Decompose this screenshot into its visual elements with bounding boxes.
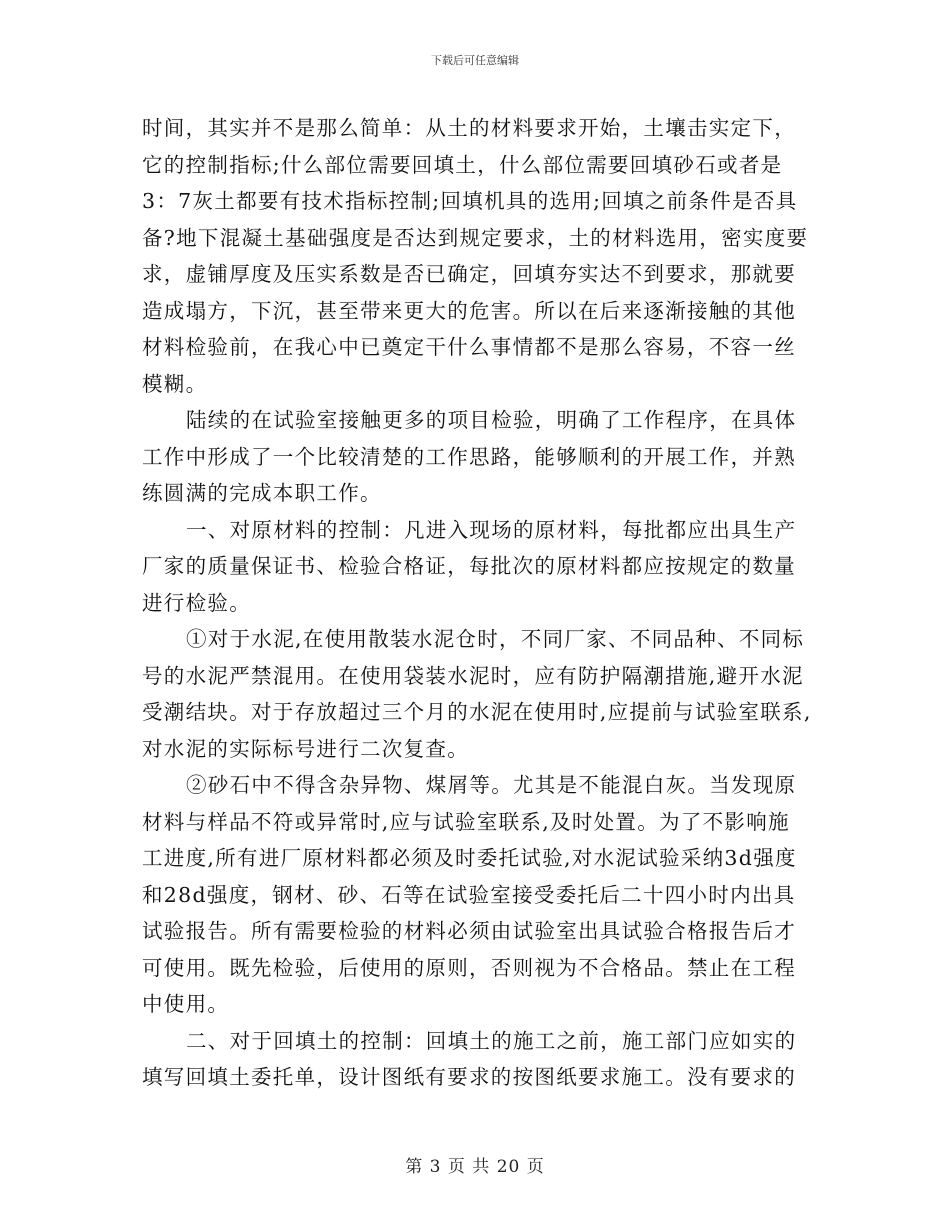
paragraph-line: 二、对于回填土的控制：回填土的施工之前，施工部门应如实的 xyxy=(186,1028,797,1053)
paragraph-line: 一、对原材料的控制：凡进入现场的原材料，每批都应出具生产 xyxy=(186,517,797,542)
paragraph-line: 时间，其实并不是那么简单：从土的材料要求开始，土壤击实定下， xyxy=(142,116,796,140)
paragraph-line: 它的控制指标;什么部位需要回填土，什么部位需要回填砂石或者是 xyxy=(142,152,783,177)
paragraph xyxy=(142,512,810,622)
paragraph xyxy=(142,1023,810,1096)
paragraph-line: ②砂石中不得含杂异物、煤屑等。尤其是不能混白灰。当发现原 xyxy=(186,773,797,797)
paragraph-line: 材料检验前，在我心中已奠定干什么事情都不是那么容易，不容一丝 xyxy=(142,335,796,359)
page-number: 第 3 页 共 20 页 xyxy=(405,1157,545,1177)
paragraph-line: 可使用。既先检验，后使用的原则，否则视为不合格品。禁止在工程 xyxy=(142,955,796,980)
paragraph-line: 工进度,所有进厂原材料都必须及时委托试验,对水泥试验采纳3d强度 xyxy=(142,846,797,870)
paragraph-line: 3：7灰土都要有技术指标控制;回填机具的选用;回填之前条件是否具 xyxy=(142,189,798,213)
paragraph xyxy=(142,402,810,512)
paragraph-line: 受潮结块。对于存放超过三个月的水泥在使用时,应提前与试验室联系, xyxy=(142,700,812,724)
paragraph-line: ①对于水泥,在使用散装水泥仓时，不同厂家、不同品种、不同标 xyxy=(186,627,805,651)
paragraph-line: 厂家的质量保证书、检验合格证，每批次的原材料都应按规定的数量 xyxy=(142,554,796,578)
document-body xyxy=(142,110,810,1096)
paragraph-line: 填写回填土委托单，设计图纸有要求的按图纸要求施工。没有要求的 xyxy=(142,1065,796,1089)
page-header-note: 下载后可任意编辑 xyxy=(431,54,519,67)
paragraph-line: 陆续的在试验室接触更多的项目检验，明确了工作程序，在具体 xyxy=(186,408,797,432)
paragraph-line: 材料与样品不符或异常时,应与试验室联系,及时处置。为了不影响施 xyxy=(142,809,790,834)
paragraph-line: 工作中形成了一个比较清楚的工作思路，能够顺利的开展工作，并熟 xyxy=(142,444,796,469)
paragraph-line: 求，虚铺厚度及压实系数是否已确定，回填夯实达不到要求，那就要 xyxy=(142,262,796,286)
paragraph-line: 造成塌方，下沉，甚至带来更大的危害。所以在后来逐渐接触的其他 xyxy=(142,298,796,323)
paragraph xyxy=(142,621,810,767)
paragraph-line: 模糊。 xyxy=(142,371,208,396)
paragraph-line: 中使用。 xyxy=(142,992,230,1016)
paragraph-line: 备?地下混凝土基础强度是否达到规定要求，土的材料选用，密实度要 xyxy=(142,225,809,250)
paragraph-line: 号的水泥严禁混用。在使用袋装水泥时，应有防护隔潮措施,避开水泥 xyxy=(142,663,804,688)
paragraph xyxy=(142,110,810,402)
paragraph-line: 对水泥的实际标号进行二次复查。 xyxy=(142,736,469,761)
paragraph-line: 试验报告。所有需要检验的材料必须由试验室出具试验合格报告后才 xyxy=(142,919,796,943)
paragraph-line: 练圆满的完成本职工作。 xyxy=(142,481,382,505)
paragraph xyxy=(142,767,810,1023)
paragraph-line: 和28d强度，钢材、砂、石等在试验室接受委托后二十四小时内出具 xyxy=(142,882,796,907)
paragraph-line: 进行检验。 xyxy=(142,590,251,615)
